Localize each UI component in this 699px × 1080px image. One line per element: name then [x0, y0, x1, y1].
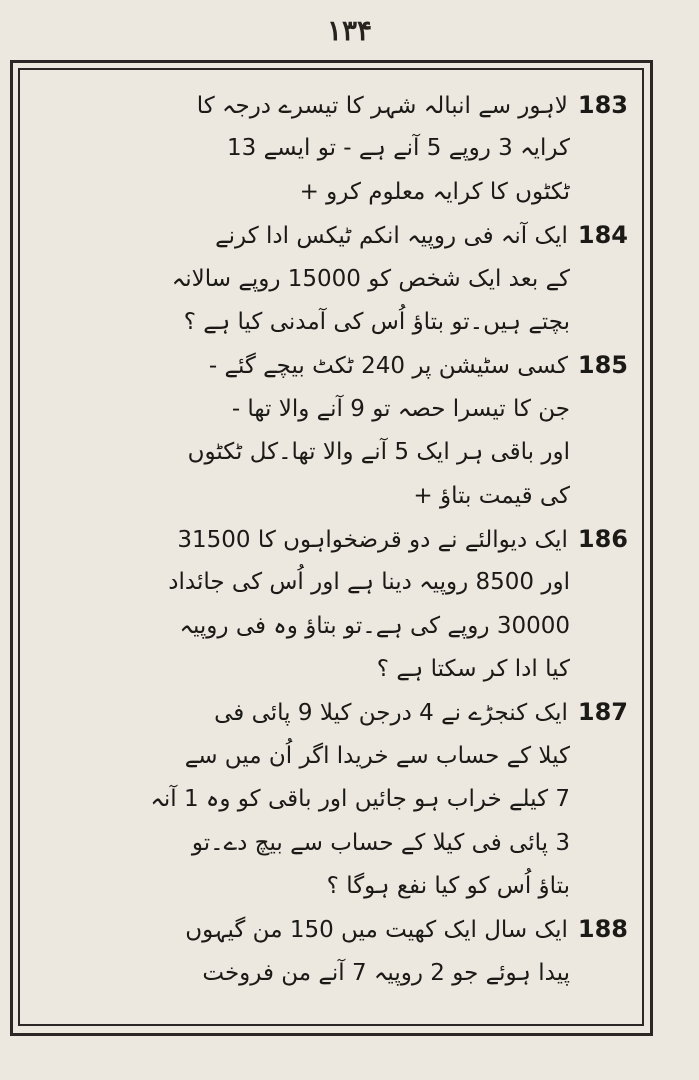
problem-line: 30000 روپے کی ہے۔تو بتاؤ وہ فی روپیہ — [179, 612, 570, 639]
problem-line: کیلا کے حساب سے خریدا اگر اُن میں سے — [184, 742, 570, 769]
problem-line: کسی سٹیشن پر 240 ٹکٹ بیچے گئے - — [208, 353, 568, 380]
problem-line: ایک آنہ فی روپیہ انکم ٹیکس ادا کرنے — [215, 223, 568, 250]
problem-line: ایک سال ایک کھیت میں 150 من گیہوں — [185, 917, 568, 944]
problem-line: ایک دیوالئے نے دو قرضخواہوں کا 31500 — [177, 526, 568, 553]
problem-188 — [32, 908, 628, 995]
problem-line: ٹکٹوں کا کرایہ معلوم کرو + — [299, 178, 570, 205]
problem-line: کیا ادا کر سکتا ہے ؟ — [376, 656, 570, 683]
problem-number: 183 — [577, 91, 628, 119]
problem-line: اور 8500 روپیہ دینا ہے اور اُس کی جائداد — [168, 569, 570, 596]
problem-line: کی قیمت بتاؤ + — [413, 482, 570, 509]
problem-185 — [32, 344, 628, 518]
problem-line: بچتے ہیں۔تو بتاؤ اُس کی آمدنی کیا ہے ؟ — [183, 308, 570, 335]
problem-number: 187 — [577, 698, 628, 727]
problems-text-block — [32, 84, 628, 1018]
problem-187 — [32, 691, 628, 908]
problem-number: 184 — [577, 221, 628, 250]
problem-number: 186 — [577, 524, 628, 553]
problem-number: 188 — [577, 915, 628, 944]
problem-line: پیدا ہوئے جو 2 روپیہ 7 آنے من فروخت — [202, 959, 570, 986]
problem-line: بتاؤ اُس کو کیا نفع ہوگا ؟ — [326, 873, 570, 900]
problem-line: اور باقی ہر ایک 5 آنے والا تھا۔کل ٹکٹوں — [187, 439, 570, 466]
problem-line: لاہور سے انبالہ شہر کا تیسرے درجہ کا — [196, 93, 568, 119]
page-number: ۱۳۴ — [326, 14, 373, 47]
problem-line: 7 کیلے خراب ہو جائیں اور باقی کو وہ 1 آنہ — [150, 786, 570, 813]
problem-line: جن کا تیسرا حصہ تو 9 آنے والا تھا - — [231, 395, 570, 422]
problem-183 — [32, 84, 628, 214]
problem-line: 3 پائی فی کیلا کے حساب سے بیچ دے۔تو — [191, 829, 570, 856]
problem-line: ایک کنجڑے نے 4 درجن کیلا 9 پائی فی — [214, 700, 568, 727]
problem-line: کے بعد ایک شخص کو 15000 روپے سالانہ — [171, 265, 570, 292]
problem-line: کرایہ 3 روپے 5 آنے ہے - تو ایسے 13 — [227, 135, 570, 162]
problem-184 — [32, 214, 628, 344]
problem-186 — [32, 518, 628, 692]
problem-number: 185 — [577, 351, 628, 380]
